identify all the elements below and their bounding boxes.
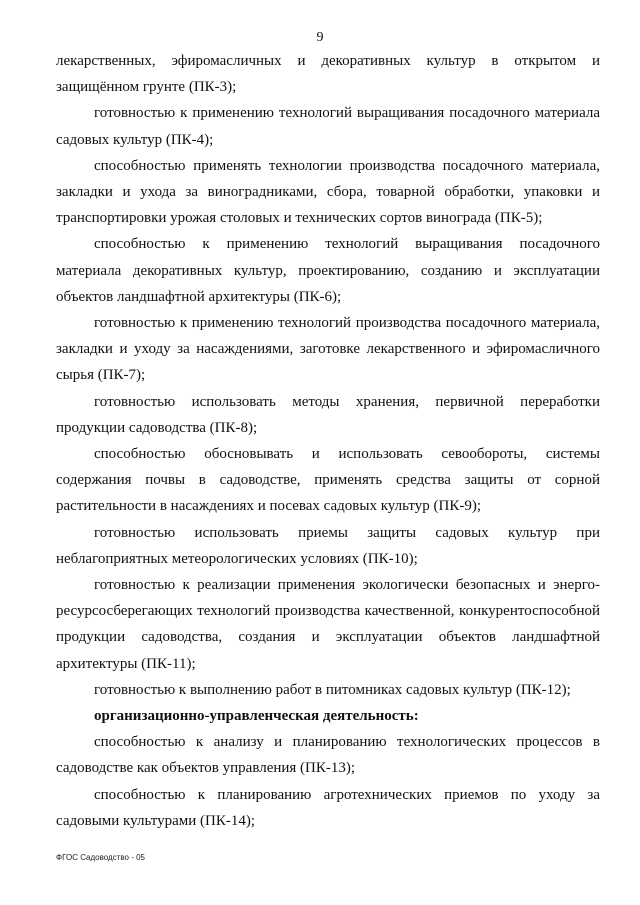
paragraph-pk12: готовностью к выполнению работ в питомниках садовых культур (ПК-12); (94, 681, 571, 698)
paragraph-pk9: способностью обосновывать и использовать севообороты, системы содержания почвы в садоводстве, применять средства защиты от сорной растительности в насаждениях и посевах садовых культур (ПК-9); (56, 446, 600, 515)
paragraph-pk7: готовностью к применению технологий производства посадочного материала, закладки и уходу за насаждениями, заготовке лекарственного и эфиромасличного сырья (ПК-7); (56, 315, 600, 384)
paragraph-pk14: способностью к планированию агротехнических приемов по уходу за садовыми культурами (ПК-14); (56, 786, 600, 829)
paragraph-pk10: готовностью использовать приемы защиты садовых культур при неблагоприятных метеорологических условиях (ПК-10); (56, 524, 600, 567)
document-body (56, 48, 600, 834)
footer-label: ФГОС Садоводство - 05 (56, 853, 146, 862)
paragraph-pk8: готовностью использовать методы хранения, первичной переработки продукции садоводства (ПК-8); (56, 393, 600, 436)
section-heading-management: организационно-управленческая деятельность: (94, 708, 419, 725)
paragraph-pk13: способностью к анализу и планированию технологических процессов в садоводстве как объектов управления (ПК-13); (56, 734, 600, 777)
paragraph-pk5: способностью применять технологии производства посадочного материала, закладки и ухода за виноградниками, сбора, товарной обработки, упаковки и транспортировки урожая столовых и технических сортов винограда (ПК-5); (56, 157, 600, 227)
paragraph-pk3-continuation: лекарственных, эфиромасличных и декоративных культур в открытом и защищённом грунте (ПК-3); (56, 53, 600, 96)
paragraph-pk4: готовностью к применению технологий выращивания посадочного материала садовых культур (ПК-4); (56, 105, 600, 148)
page-number: 9 (316, 30, 324, 45)
paragraph-pk6: способностью к применению технологий выращивания посадочного материала декоративных культур, проектированию, созданию и эксплуатации объектов ландшафтной архитектуры (ПК-6); (56, 236, 600, 305)
paragraph-pk11: готовностью к реализации применения экологически безопасных и энерго-ресурсосберегающих технологий производства качественной, конкурентоспособной продукции садоводства, создания и эксплуатации объектов ландшафтной архитектуры (ПК-11); (56, 577, 600, 672)
